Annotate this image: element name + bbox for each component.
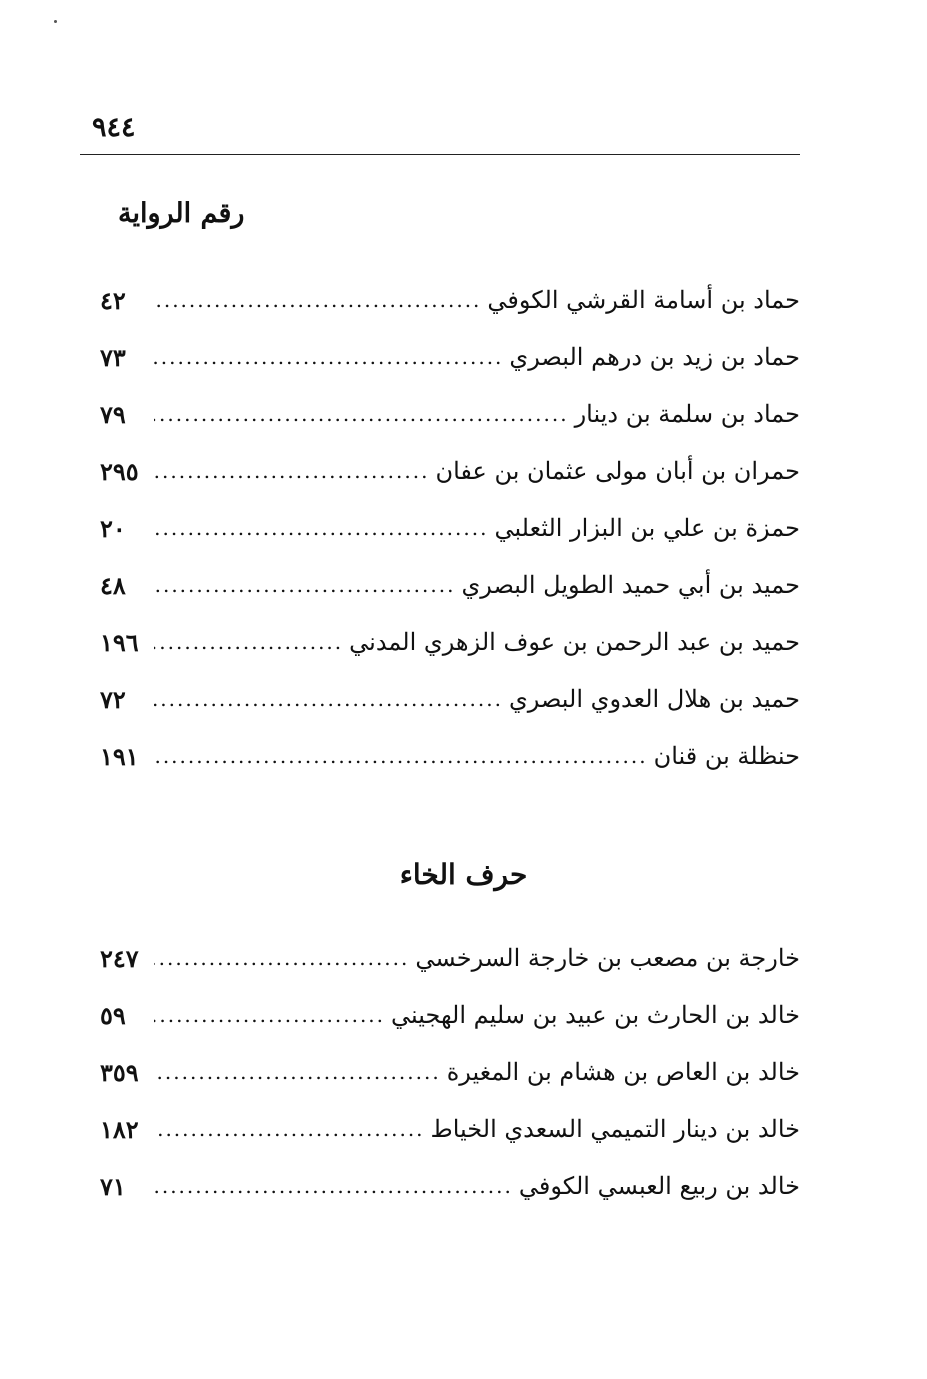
entry-name: خالد بن ربيع العبسي الكوفي bbox=[518, 1171, 800, 1200]
entry-name: خالد بن العاص بن هشام بن المغيرة bbox=[446, 1057, 800, 1086]
dot-leader bbox=[154, 1005, 385, 1025]
dot-leader bbox=[154, 575, 455, 595]
entry-name: حميد بن هلال العدوي البصري bbox=[508, 684, 800, 713]
entry-name: حميد بن عبد الرحمن بن عوف الزهري المدني bbox=[349, 627, 800, 656]
column-header: رقم الرواية bbox=[118, 198, 245, 229]
entry-number: ١٩١ bbox=[100, 741, 139, 771]
index-entry bbox=[100, 991, 800, 1031]
index-entry bbox=[100, 1162, 800, 1202]
index-entry bbox=[100, 934, 800, 974]
entry-name: حمران بن أبان مولى عثمان بن عفان bbox=[435, 456, 800, 485]
index-entry bbox=[100, 561, 800, 601]
page-number: ٩٤٤ bbox=[92, 112, 136, 143]
entry-number: ٢٩٥ bbox=[100, 456, 139, 486]
index-entry bbox=[100, 390, 800, 430]
index-entry bbox=[100, 732, 800, 772]
dot-leader bbox=[154, 1176, 513, 1196]
entry-name: خالد بن دينار التميمي السعدي الخياط bbox=[430, 1114, 800, 1143]
section-heading: حرف الخاء bbox=[399, 858, 528, 891]
dot-leader bbox=[154, 404, 569, 424]
dot-leader bbox=[154, 290, 481, 310]
dot-leader bbox=[154, 347, 503, 367]
entry-number: ٢٠ bbox=[100, 513, 126, 543]
index-entry bbox=[100, 1048, 800, 1088]
entry-name: حمزة بن علي بن البزار الثعلبي bbox=[494, 513, 800, 542]
dot-leader bbox=[154, 518, 488, 538]
index-entry bbox=[100, 504, 800, 544]
entry-name: خارجة بن مصعب بن خارجة السرخسي bbox=[415, 943, 800, 972]
entry-number: ٧٢ bbox=[100, 684, 126, 714]
entry-name: خالد بن الحارث بن عبيد بن سليم الهجيني bbox=[391, 1000, 800, 1029]
index-entry bbox=[100, 1105, 800, 1145]
entry-number: ٧٣ bbox=[100, 342, 126, 372]
entry-name: حنظلة بن قنان bbox=[653, 741, 800, 770]
index-entry bbox=[100, 675, 800, 715]
entry-number: ١٨٢ bbox=[100, 1114, 139, 1144]
entry-number: ١٩٦ bbox=[100, 627, 139, 657]
entry-name: حماد بن سلمة بن دينار bbox=[574, 399, 800, 428]
scan-speck bbox=[54, 20, 57, 23]
entry-number: ٢٤٧ bbox=[100, 943, 139, 973]
entry-name: حماد بن أسامة القرشي الكوفي bbox=[487, 285, 800, 314]
dot-leader bbox=[154, 1119, 425, 1139]
dot-leader bbox=[154, 746, 648, 766]
dot-leader bbox=[154, 689, 503, 709]
entry-number: ٥٩ bbox=[100, 1000, 126, 1030]
header-rule bbox=[80, 154, 800, 155]
entry-name: حميد بن أبي حميد الطويل البصري bbox=[461, 570, 800, 599]
entry-number: ٤٢ bbox=[100, 285, 126, 315]
entry-name: حماد بن زيد بن درهم البصري bbox=[509, 342, 800, 371]
dot-leader bbox=[154, 461, 429, 481]
index-entry bbox=[100, 333, 800, 373]
index-entry bbox=[100, 447, 800, 487]
entry-number: ٧١ bbox=[100, 1171, 126, 1201]
dot-leader bbox=[154, 948, 409, 968]
entry-number: ٤٨ bbox=[100, 570, 126, 600]
entry-number: ٣٥٩ bbox=[100, 1057, 139, 1087]
index-entry bbox=[100, 618, 800, 658]
entry-number: ٧٩ bbox=[100, 399, 126, 429]
dot-leader bbox=[154, 1062, 441, 1082]
dot-leader bbox=[154, 632, 343, 652]
index-entry bbox=[100, 276, 800, 316]
